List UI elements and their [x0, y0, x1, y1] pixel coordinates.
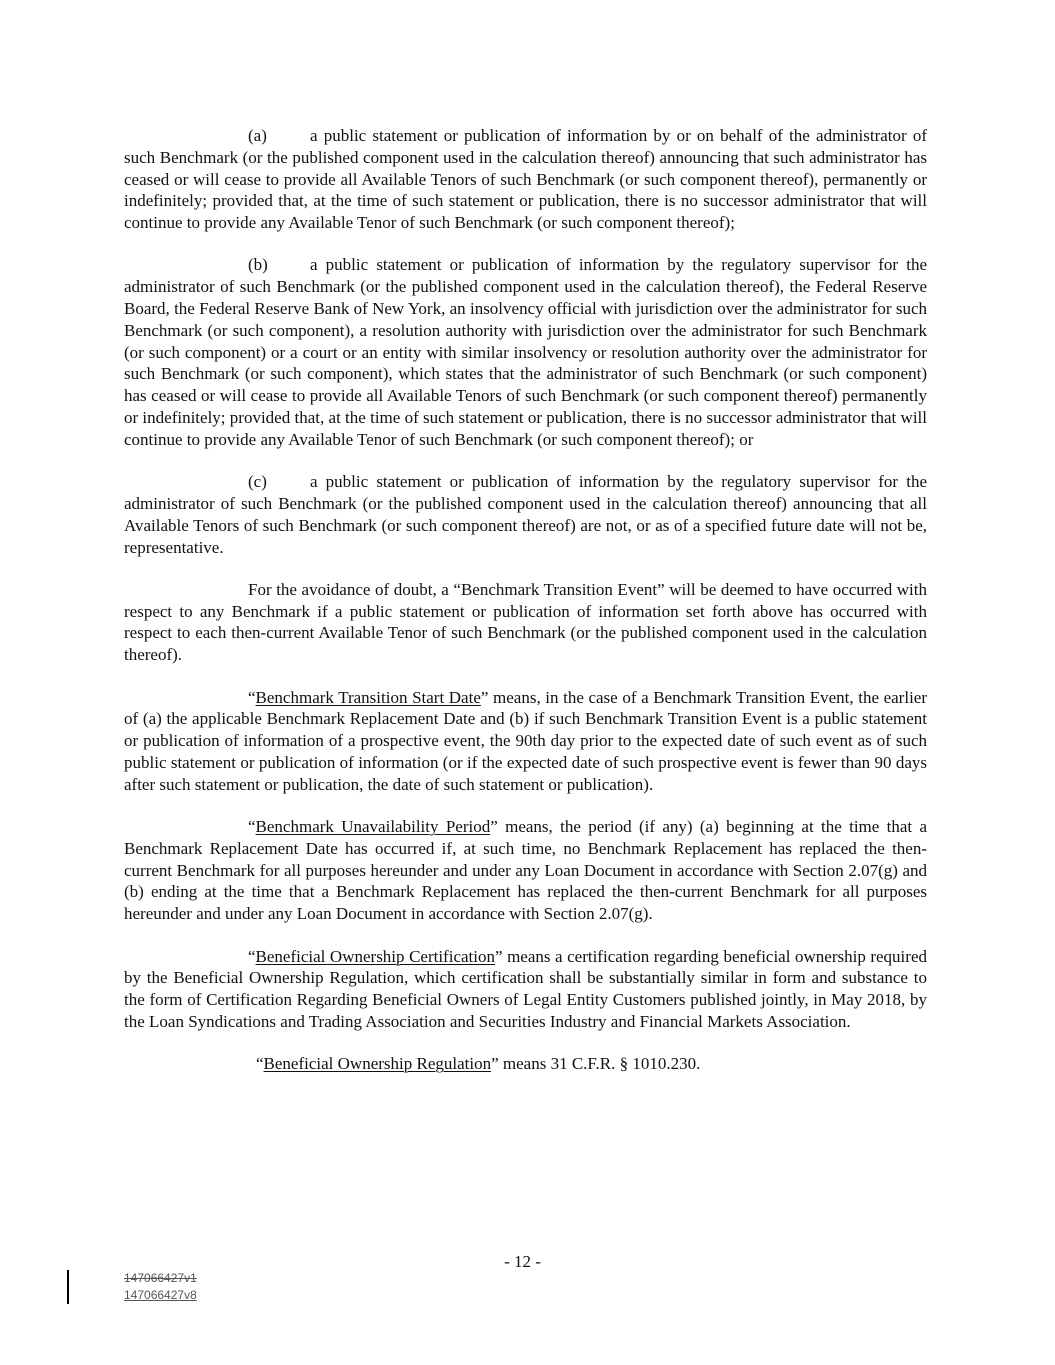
- definition-benchmark-transition-start-date: [124, 687, 927, 796]
- doc-id-new: 147066427v8: [124, 1288, 197, 1302]
- clause-c-marker: (c): [248, 472, 267, 492]
- clause-a-marker: (a): [248, 126, 267, 145]
- clause-b-marker: (b): [248, 255, 268, 275]
- revision-bar: [67, 1270, 69, 1304]
- definition-text: ” means, in the case of a Benchmark Transition Event, the earlier of (a) the applicable Benchmark Replacement Date and (b) if such Benchmark Transition Event is a public statement or publication of information of a prospective event, the 90th day prior to the expected date of such event as of such public statement or publication of information (or if the expected date of such prospective event is fewer than 90 days after such statement or publication, the date of such statement or publication).: [124, 687, 928, 794]
- clause-a-text: a public statement or publication of information by or on behalf of the administrator of such Benchmark (or the published component used in the calculation thereof) announcing that such administrator has ceased or will cease to provide all Available Tenors of such Benchmark (or such component thereof), permanently or indefinitely; provided that, at the time of such statement or publication, there is no successor administrator that will continue to provide any Available Tenor of such Benchmark (or such component thereof);: [124, 126, 927, 233]
- open-quote: “: [248, 817, 256, 837]
- document-body: [124, 125, 927, 1095]
- defined-term: Beneficial Ownership Certification: [255, 946, 495, 966]
- definition-text: ” means a certification regarding beneficial ownership required by the Beneficial Ownership Regulation, which certification shall be substantially similar in form and substance to the form of Certification Regarding Beneficial Owners of Legal Entity Customers published jointly, in May 2018, by the Loan Syndications and Trading Association and Securities Industry and Financial Markets Association.: [124, 946, 927, 1031]
- doc-id-old: 147066427v1: [124, 1271, 197, 1285]
- definition-beneficial-ownership-certification: [124, 946, 927, 1033]
- definition-beneficial-ownership-regulation: [124, 1053, 927, 1075]
- clause-a: [124, 125, 927, 234]
- defined-term: Benchmark Unavailability Period: [255, 817, 491, 837]
- definition-text: ” means, the period (if any) (a) beginning at the time that a Benchmark Replacement Date has occurred if, at such time, no Benchmark Replacement has replaced the then-current Benchmark for all purposes hereunder and under any Loan Document in accordance with Section 2.07(g) and (b) ending at the time that a Benchmark Replacement has replaced the then-current Benchmark for all purposes hereunder and under any Loan Document in accordance with Section 2.07(g).: [124, 817, 928, 924]
- defined-term: Benchmark Transition Start Date: [255, 687, 481, 707]
- clause-b: [124, 254, 927, 450]
- clause-c: [124, 471, 927, 558]
- clause-c-text: a public statement or publication of information by the regulatory supervisor for the administrator of such Benchmark (or the published component used in the calculation thereof) announcing that all Available Tenors of such Benchmark (or such component thereof) are not, or as of a specified future date will not be, representative.: [124, 472, 927, 557]
- open-quote: “: [248, 687, 256, 707]
- page-number: - 12 -: [504, 1252, 541, 1271]
- defined-term: Beneficial Ownership Regulation: [263, 1054, 492, 1074]
- definition-benchmark-unavailability-period: [124, 816, 927, 925]
- open-quote: “: [248, 946, 256, 966]
- clause-b-text: a public statement or publication of information by the regulatory supervisor for the administrator of such Benchmark (or the published component used in the calculation thereof), the Federal Reserve Board, the Federal Reserve Bank of New York, an insolvency official with jurisdiction over the administrator for such Benchmark (or such component), a resolution authority with jurisdiction over the administrator for such Benchmark (or such component) or a court or an entity with similar insolvency or resolution authority over the administrator for such Benchmark (or such component), which states that the administrator of such Benchmark (or such component) has ceased or will cease to provide all Available Tenors of such Benchmark (or such component thereof) permanently or indefinitely; provided that, at the time of such statement or publication, there is no successor administrator that will continue to provide any Available Tenor of such Benchmark (or such component thereof); or: [124, 255, 927, 449]
- avoidance-of-doubt-paragraph: For the avoidance of doubt, a “Benchmark Transition Event” will be deemed to have occurred with respect to any Benchmark if a public statement or publication of information set forth above has occurred with respect to each then-current Available Tenor of such Benchmark (or the published component used in the calculation thereof).: [124, 579, 927, 665]
- open-quote: “: [256, 1054, 264, 1074]
- definition-text: ” means 31 C.F.R. § 1010.230.: [491, 1054, 701, 1074]
